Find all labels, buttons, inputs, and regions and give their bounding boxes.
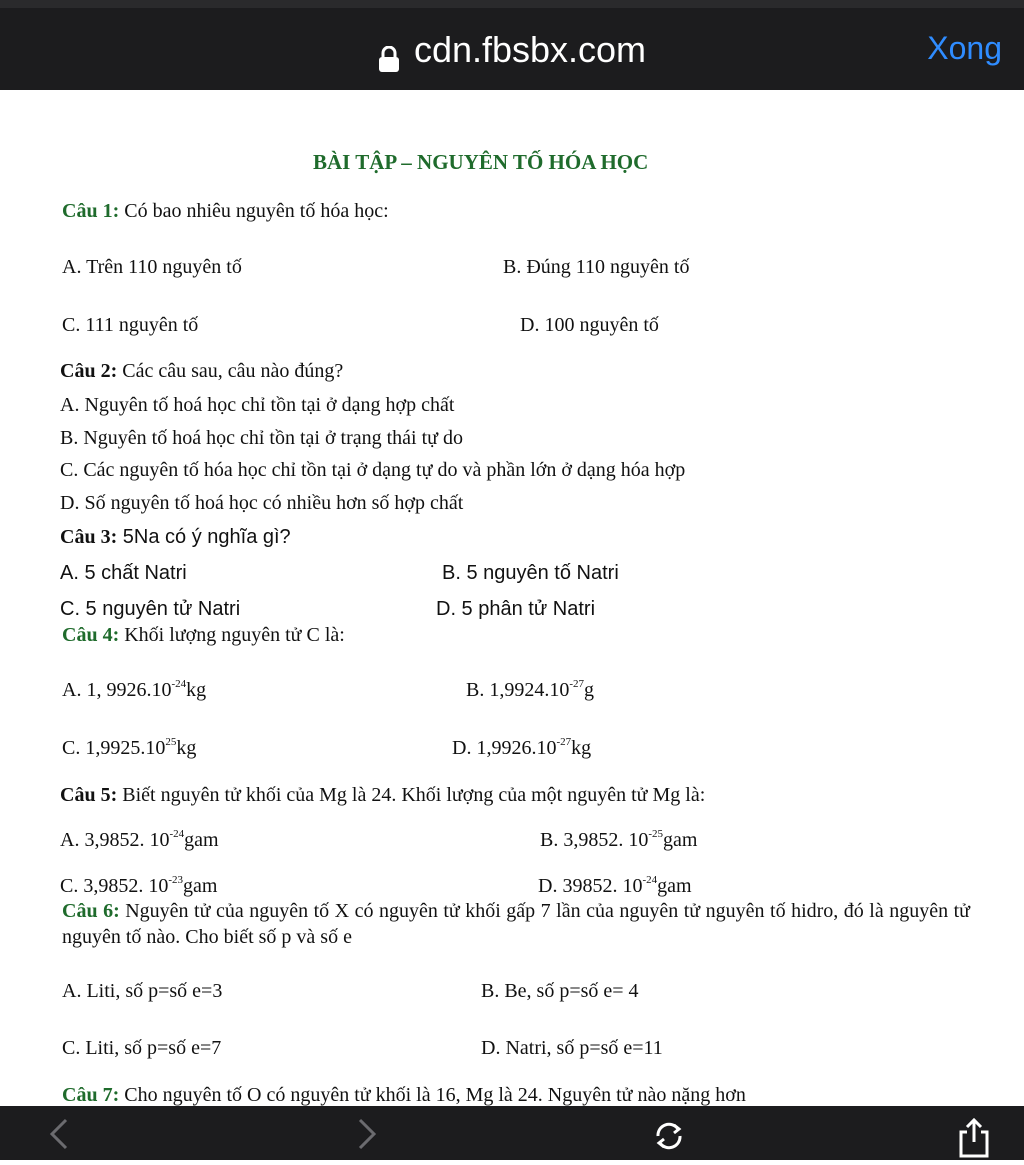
question-2: [60, 360, 343, 383]
document-page: [0, 90, 1024, 1106]
question-7: [62, 1084, 746, 1107]
option-base: C. 1,9925.10: [62, 737, 166, 759]
option-unit: kg: [571, 737, 592, 759]
question-label: Câu 5:: [60, 784, 118, 806]
question-text: 5Na có ý nghĩa gì?: [117, 526, 291, 548]
option-exponent: -27: [569, 678, 585, 690]
share-button[interactable]: [954, 1116, 994, 1165]
option-exponent: -23: [168, 874, 184, 886]
q5-option-d: [538, 874, 692, 898]
question-label: Câu 6:: [62, 900, 120, 922]
option-base: D. 1,9926.10: [452, 737, 557, 759]
option-exponent: -27: [556, 736, 572, 748]
question-text: Nguyên tử của nguyên tố X có nguyên tử khối gấp 7 lần của nguyên tử nguyên tố hidro, đó là nguyên tử nguyên tố nào. Cho biết số p và số e: [62, 900, 970, 948]
q1-option-c: C. 111 nguyên tố: [62, 314, 199, 336]
option-exponent: -24: [171, 678, 187, 690]
option-exponent: 25: [165, 736, 177, 748]
question-5: [60, 784, 705, 807]
option-base: B. 3,9852. 10: [540, 829, 649, 851]
option-base: D. 39852. 10: [538, 875, 643, 897]
option-exponent: -25: [648, 828, 664, 840]
option-unit: gam: [657, 875, 692, 897]
q4-option-a: [62, 678, 206, 702]
back-button[interactable]: [44, 1116, 74, 1157]
option-unit: gam: [183, 875, 218, 897]
question-label: Câu 4:: [62, 624, 120, 646]
question-text: Cho nguyên tố O có nguyên tử khối là 16, Mg là 24. Nguyên tử nào nặng hơn: [119, 1084, 746, 1106]
q4-option-c: [62, 736, 196, 760]
option-unit: kg: [186, 679, 207, 701]
done-button[interactable]: Xong: [927, 30, 1002, 66]
tab-strip: [0, 0, 1024, 8]
question-text: Khối lượng nguyên tử C là:: [119, 624, 345, 646]
reload-button[interactable]: [648, 1116, 690, 1161]
option-base: A. 1, 9926.10: [62, 679, 172, 701]
question-text: Biết nguyên tử khối của Mg là 24. Khối lượng của một nguyên tử Mg là:: [117, 784, 706, 806]
question-4: [62, 624, 345, 647]
chevron-left-icon: [44, 1139, 74, 1156]
q3-option-c: C. 5 nguyên tử Natri: [60, 598, 241, 620]
q2-option-d: D. Số nguyên tố hoá học có nhiều hơn số hợp chất: [60, 492, 464, 514]
option-exponent: -24: [642, 874, 658, 886]
option-base: C. 3,9852. 10: [60, 875, 169, 897]
share-icon: [954, 1147, 994, 1164]
option-unit: gam: [184, 829, 219, 851]
option-unit: kg: [176, 737, 197, 759]
url-text: cdn.fbsbx.com: [413, 29, 647, 70]
question-6: [62, 898, 970, 950]
question-label: Câu 7:: [62, 1084, 120, 1106]
question-label: Câu 3:: [60, 526, 118, 548]
page-title: BÀI TẬP – NGUYÊN TỐ HÓA HỌC: [313, 150, 649, 174]
q6-option-b: B. Be, số p=số e= 4: [481, 980, 639, 1002]
q4-option-b: [466, 678, 594, 702]
question-label: Câu 2:: [60, 360, 118, 382]
q5-option-b: [540, 828, 697, 852]
q1-option-a: A. Trên 110 nguyên tố: [62, 256, 242, 278]
option-exponent: -24: [169, 828, 185, 840]
q2-option-c: C. Các nguyên tố hóa học chỉ tồn tại ở dạng tự do và phần lớn ở dạng hóa hợp: [60, 459, 686, 481]
option-unit: gam: [663, 829, 698, 851]
q1-option-d: D. 100 nguyên tố: [520, 314, 659, 336]
lock-icon: [378, 39, 400, 65]
q4-option-d: [452, 736, 591, 760]
question-1: [62, 200, 389, 223]
option-unit: g: [584, 679, 595, 701]
q3-option-d: D. 5 phân tử Natri: [436, 598, 596, 620]
option-base: B. 1,9924.10: [466, 679, 570, 701]
browser-top-bar: [0, 0, 1024, 90]
question-text: Các câu sau, câu nào đúng?: [117, 360, 344, 382]
q5-option-a: [60, 828, 219, 852]
q2-option-a: A. Nguyên tố hoá học chỉ tồn tại ở dạng hợp chất: [60, 394, 455, 416]
address-bar[interactable]: [0, 26, 1024, 74]
q3-option-a: A. 5 chất Natri: [60, 562, 187, 584]
chevron-right-icon: [352, 1139, 382, 1156]
reload-icon: [648, 1143, 690, 1160]
option-base: A. 3,9852. 10: [60, 829, 170, 851]
q6-option-a: A. Liti, số p=số e=3: [62, 980, 223, 1002]
question-label: Câu 1:: [62, 200, 120, 222]
q1-option-b: B. Đúng 110 nguyên tố: [503, 256, 690, 278]
q6-option-d: D. Natri, số p=số e=11: [481, 1037, 663, 1059]
q5-option-c: [60, 874, 217, 898]
question-text: Có bao nhiêu nguyên tố hóa học:: [119, 200, 389, 222]
q2-option-b: B. Nguyên tố hoá học chỉ tồn tại ở trạng thái tự do: [60, 427, 464, 449]
browser-bottom-toolbar: [0, 1106, 1024, 1160]
q6-option-c: C. Liti, số p=số e=7: [62, 1037, 222, 1059]
question-3: [60, 526, 291, 549]
q3-option-b: B. 5 nguyên tố Natri: [442, 562, 619, 584]
forward-button[interactable]: [352, 1116, 382, 1157]
